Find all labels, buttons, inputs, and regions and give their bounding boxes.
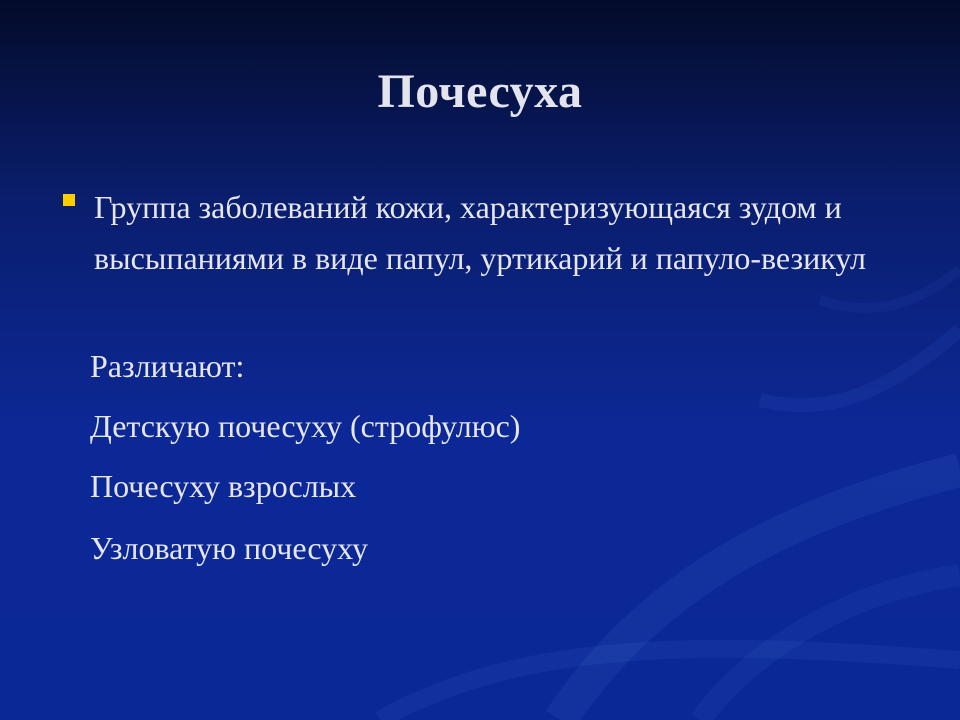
bullet-paragraph: Группа заболеваний кожи, характеризующаяся зудом и высыпаниями в виде папул, уртикарий и папуло-везикул (94, 189, 866, 276)
slide-title: Почесуха (377, 65, 583, 118)
text-line-adult-prurigo: Почесуху взрослых (90, 468, 357, 504)
text-line-distinguish: Различают: (90, 348, 245, 384)
bullet-square-icon (63, 194, 75, 206)
text-line-childhood-prurigo: Детскую почесуху (строфулюс) (90, 408, 521, 444)
text-line-nodular-prurigo: Узловатую почесуху (90, 530, 368, 566)
